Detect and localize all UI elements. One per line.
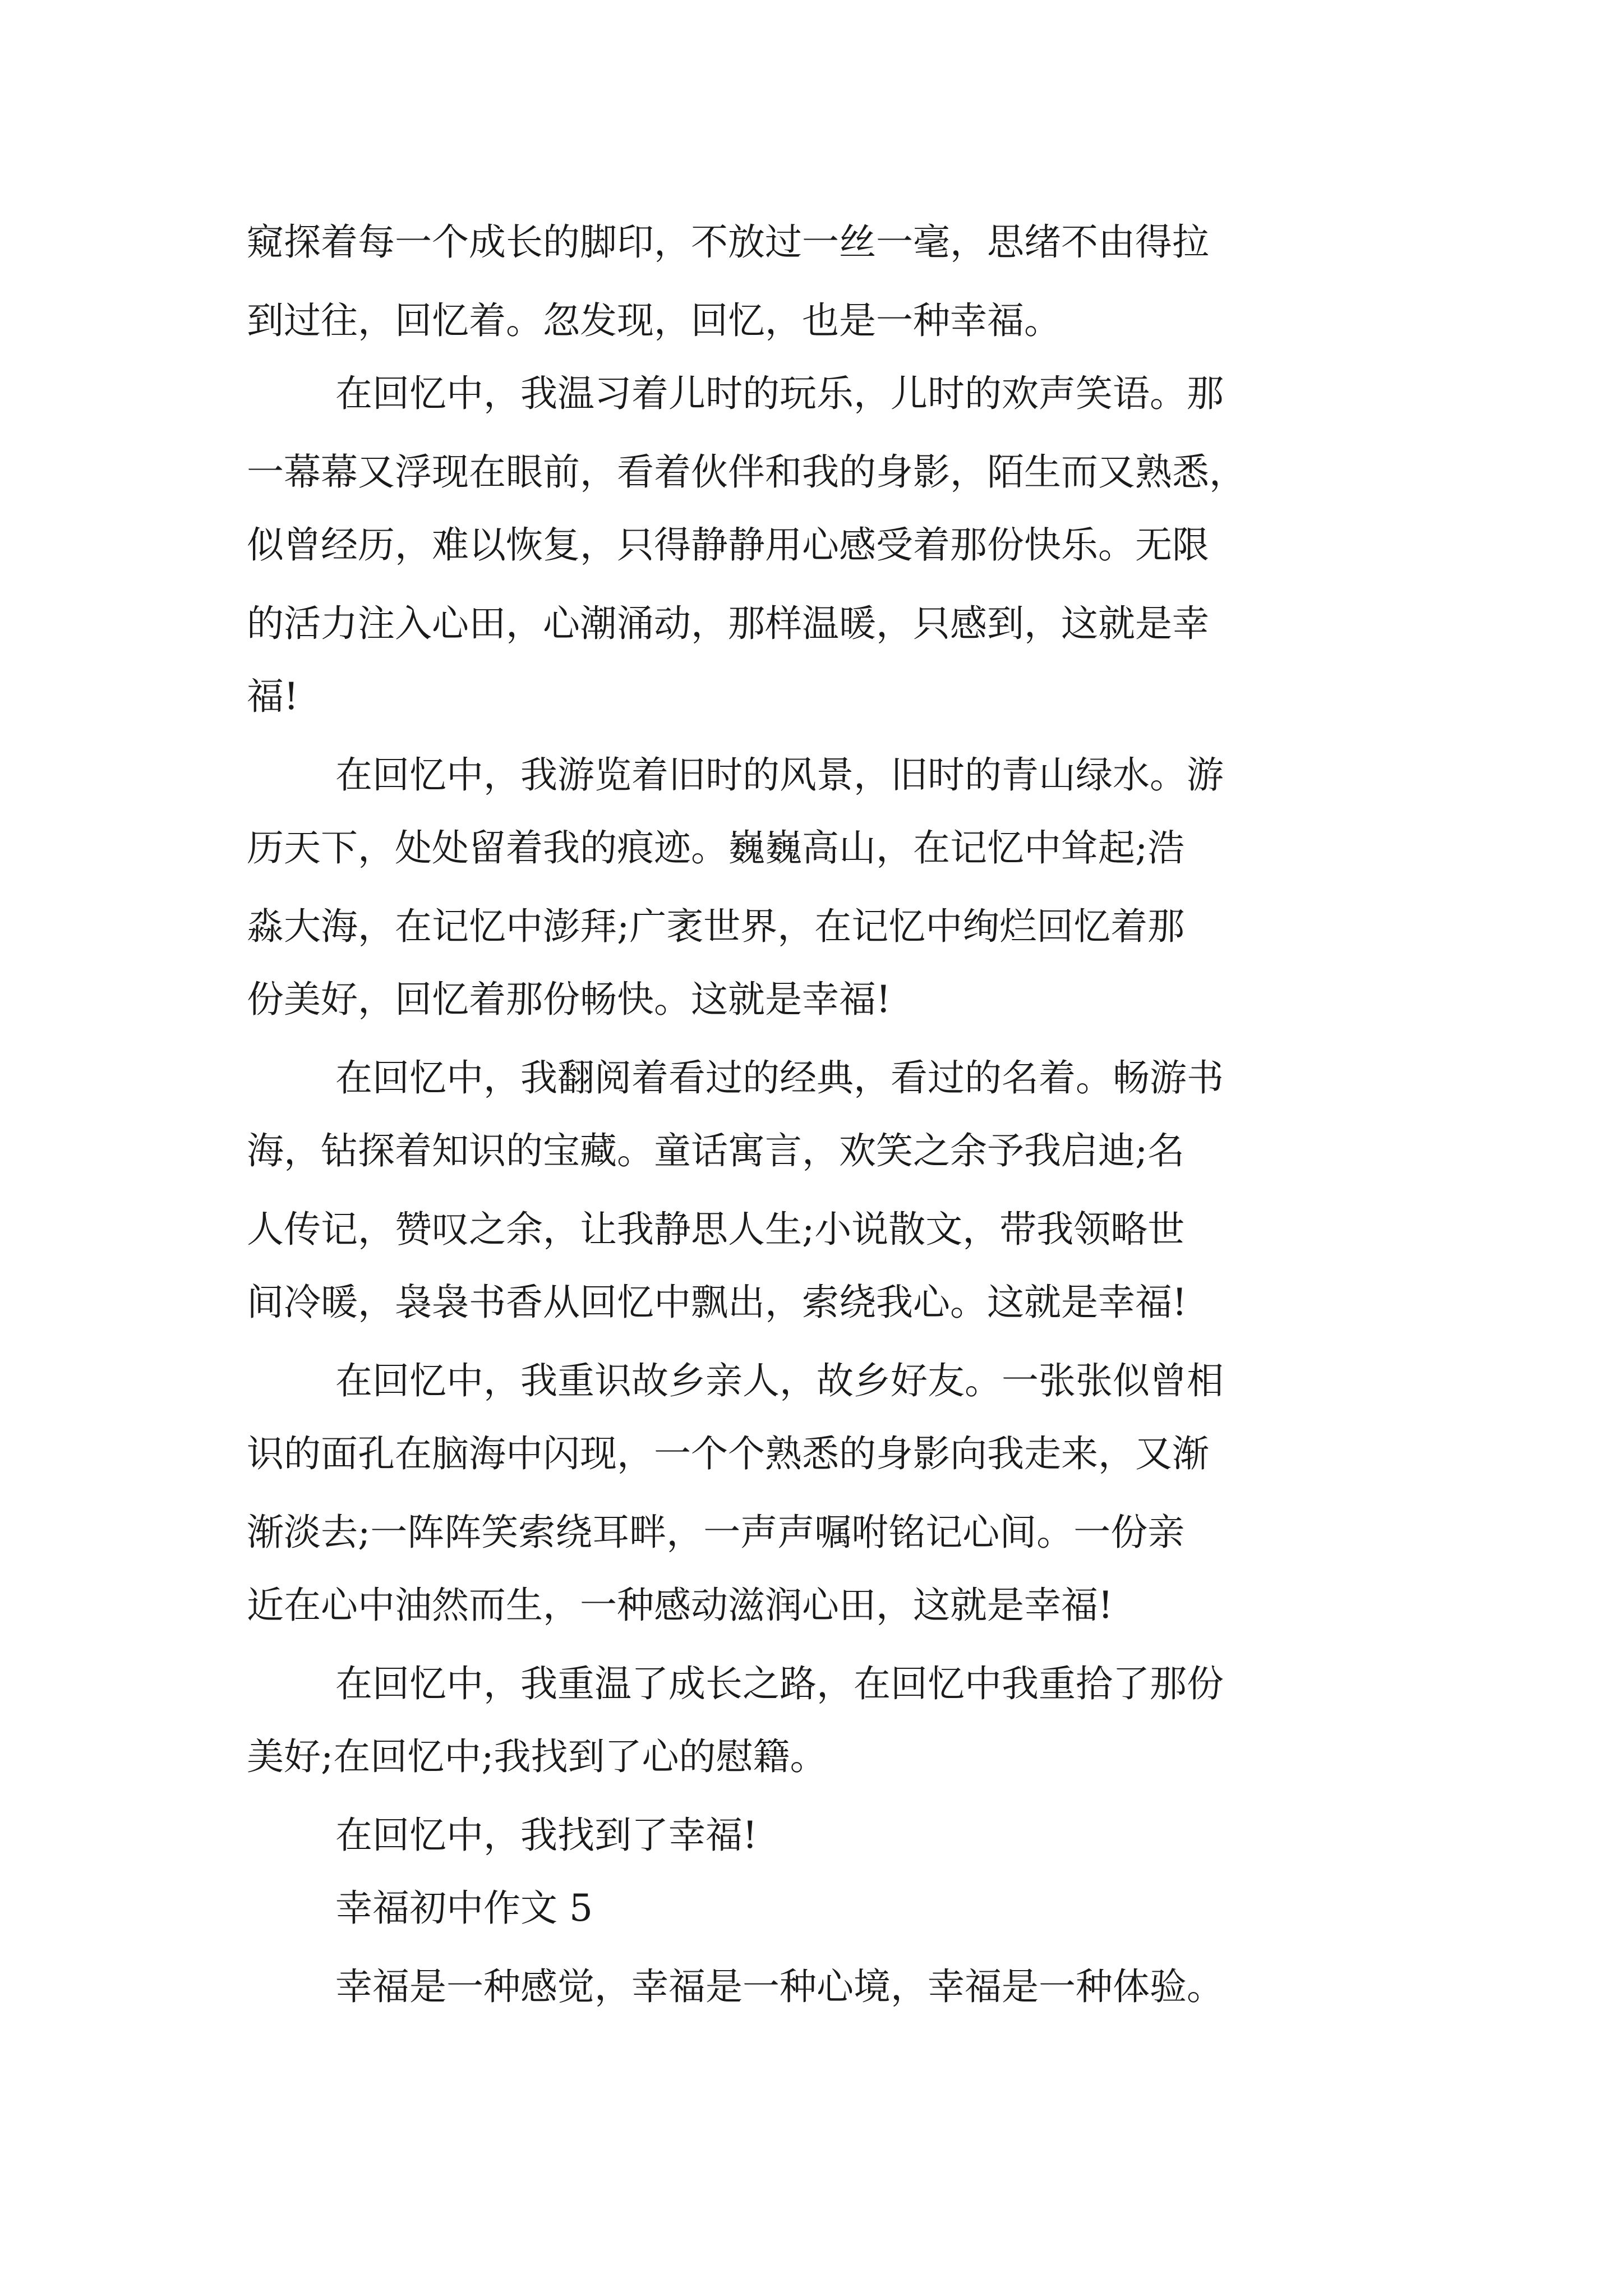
text-line: 识的面孔在脑海中闪现，一个个熟悉的身影向我走来，又渐 <box>247 1432 1209 1475</box>
text-line: 的活力注入心田，心潮涌动，那样温暖，只感到，这就是幸 <box>247 602 1209 645</box>
paragraph-first-line: 在回忆中，我重温了成长之路，在回忆中我重拾了那份 <box>335 1662 1224 1705</box>
text-line: 美好;在回忆中;我找到了心的慰籍。 <box>247 1735 827 1778</box>
paragraph-first-line: 在回忆中，我翻阅着看过的经典，看过的名着。畅游书 <box>335 1056 1224 1099</box>
text-line: 近在心中油然而生，一种感动滋润心田，这就是幸福! <box>247 1584 1113 1627</box>
text-line: 海，钻探着知识的宝藏。童话寓言，欢笑之余予我启迪;名 <box>247 1129 1185 1172</box>
text-line: 人传记，赞叹之余，让我静思人生;小说散文，带我领略世 <box>247 1208 1185 1251</box>
text-line: 间冷暖，袅袅书香从回忆中飘出，索绕我心。这就是幸福! <box>247 1281 1187 1324</box>
text-line: 到过往，回忆着。忽发现，回忆，也是一种幸福。 <box>247 299 1061 342</box>
text-line: 渐淡去;一阵阵笑索绕耳畔，一声声嘱咐铭记心间。一份亲 <box>247 1511 1185 1554</box>
text-line: 似曾经历，难以恢复，只得静静用心感受着那份快乐。无限 <box>247 523 1209 567</box>
text-line: 一幕幕又浮现在眼前，看着伙伴和我的身影，陌生而又熟悉， <box>247 450 1246 494</box>
paragraph-first-line: 幸福是一种感觉，幸福是一种心境，幸福是一种体验。 <box>335 1965 1224 2008</box>
text-line: 福! <box>247 675 299 718</box>
text-line: 淼大海，在记忆中澎拜;广袤世界，在记忆中绚烂回忆着那 <box>247 905 1185 948</box>
paragraph-first-line: 在回忆中，我温习着儿时的玩乐，儿时的欢声笑语。那 <box>335 372 1224 415</box>
text-line: 份美好，回忆着那份畅快。这就是幸福! <box>247 978 891 1021</box>
paragraph-first-line: 在回忆中，我找到了幸福! <box>335 1814 758 1857</box>
paragraph-first-line: 在回忆中，我游览着旧时的风景，旧时的青山绿水。游 <box>335 753 1224 797</box>
text-line: 窥探着每一个成长的脚印，不放过一丝一毫，思绪不由得拉 <box>247 220 1209 264</box>
paragraph-first-line: 在回忆中，我重识故乡亲人，故乡好友。一张张似曾相 <box>335 1359 1224 1402</box>
text-line: 历天下，处处留着我的痕迹。巍巍高山，在记忆中耸起;浩 <box>247 826 1185 869</box>
section-heading: 幸福初中作文 5 <box>335 1887 593 1930</box>
